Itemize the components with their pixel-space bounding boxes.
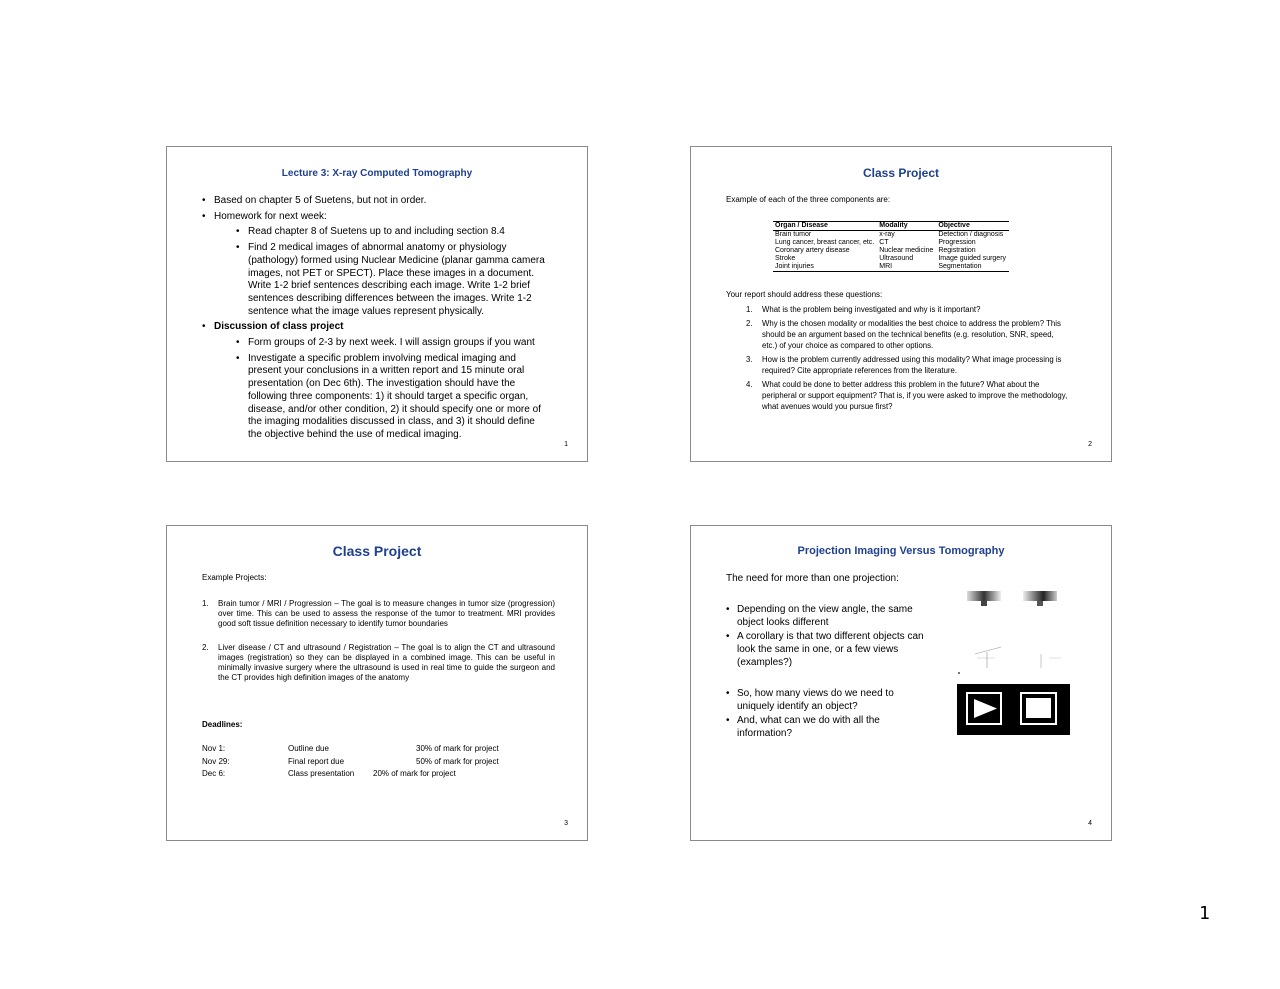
questions-intro: Your report should address these questions: [726, 290, 883, 299]
slide-title: Class Project [862, 166, 940, 180]
deadlines-label: Deadlines: [202, 720, 243, 729]
projection-lines-figure [955, 644, 1065, 676]
slide-4 [690, 525, 1112, 841]
table-header: Organ / Disease [773, 222, 877, 231]
slide-number: 3 [564, 820, 568, 827]
list-item: 4. What could be done to better address this problem in the future? What about the peripheral or support equipment? That is, if you were asked to improve the methodology, what avenues would you pursue first? [746, 379, 1068, 412]
bullet-item: • Homework for next week: • Read chapter 8 of Suetens up to and including section 8.4 • Find 2 medical images of abnormal anatomy or physiology (pathology) formed using Nuclear Medicine (planar gamma camera images, not PET or SPECT). Place these images in a document. Write 1-2 brief sentences describing each image. Write 1-2 brief sentences describing differences between the images. Write 1-2 sentence what the image values represent physically. [202, 211, 582, 319]
bullet-item: • And, what can we do with all the information? [726, 715, 916, 740]
bullet-item: • Discussion of class project • Form groups of 2-3 by next week. I will assign groups if you want • Investigate a specific problem involving medical imaging and present your conclusions in a written report and 15 minute oral presentation (on Dec 6th). The investigation should have the following three components: 1) it should target a specific organ, disease, and/or other condition, 2) it should specify one or more of the imaging modalities discussed in class, and 3) it should define the objective behind the use of medical imaging. [202, 321, 582, 441]
bullet-item: • A corollary is that two different objects can look the same in one, or a few views (examples?) [726, 631, 931, 669]
bullets-group-b [726, 688, 916, 741]
slide-body [202, 195, 582, 445]
deadlines-table [202, 743, 562, 781]
slide-number: 4 [1088, 820, 1092, 827]
bullet-item: • Depending on the view angle, the same object looks different [726, 604, 931, 629]
bullet-item: • Read chapter 8 of Suetens up to and including section 8.4 [236, 226, 582, 239]
list-item: 2. Liver disease / CT and ultrasound / Registration – The goal is to align the CT and ultrasound images (registration) so they can be displayed in a combined image. This can be useful in minimally invasive surgery where the ultrasound is used in real time to guide the surgeon and the CT provides high definition images of the anatomy [202, 643, 555, 682]
table-row: Lung cancer, breast cancer, etc. CT Progression [775, 239, 976, 246]
slide-intro: The need for more than one projection: [726, 573, 899, 584]
bullets-group-a [726, 604, 931, 670]
bullet-item: • So, how many views do we need to uniquely identify an object? [726, 688, 916, 713]
projection-profiles-figure [965, 588, 1065, 610]
bullet-item: • Based on chapter 5 of Suetens, but not in order. [202, 195, 582, 208]
objects-comparison-figure [957, 684, 1070, 735]
projects-list [202, 599, 555, 683]
slide-3 [166, 525, 588, 841]
list-item: 3. How is the problem currently addressed using this modality? What image processing is required? Cite appropriate references from the literature. [746, 354, 1062, 376]
list-item: 1. Brain tumor / MRI / Progression – The goal is to measure changes in tumor size (progression) over time. This can be used to assess the response of the tumor to treatment. MRI provides good soft tissue definition necessary to identify tumor boundaries [202, 599, 555, 628]
table-row: Dec 6: Class presentation 20% of mark for project [202, 769, 456, 778]
slide-1 [166, 146, 588, 462]
table-header: Objective [936, 222, 1009, 231]
slide-intro: Example of each of the three components are: [726, 195, 891, 204]
slide-title: Lecture 3: X-ray Computed Tomography [281, 168, 473, 179]
bullet-item: • Form groups of 2-3 by next week. I will assign groups if you want [236, 337, 582, 350]
slide-title: Projection Imaging Versus Tomography [797, 545, 1005, 557]
components-table [773, 221, 1009, 272]
slide-title: Class Project [332, 543, 422, 559]
page-number: 1 [1199, 903, 1210, 924]
table-row: Nov 1: Outline due 30% of mark for project [202, 744, 499, 753]
slide-number: 2 [1088, 441, 1092, 448]
bullet-item: • Investigate a specific problem involving medical imaging and present your conclusions in a written report and 15 minute oral presentation (on Dec 6th). The investigation should have the following three components: 1) it should target a specific organ, disease, and/or other condition, 2) it should specify one or more of the imaging modalities discussed in class, and 3) it should define the objective behind the use of medical imaging. [236, 353, 582, 442]
bullet-item: • Find 2 medical images of abnormal anatomy or physiology (pathology) formed using Nuclear Medicine (planar gamma camera images, not PET or SPECT). Place these images in a document. Write 1-2 brief sentences describing each image. Write 1-2 brief sentences describing differences between the images. Write 1-2 sentence what the image values represent physically. [236, 242, 582, 318]
table-row: Joint injuries MRI Segmentation [775, 263, 982, 270]
list-item: 1. What is the problem being investigated and why is it important? [746, 305, 981, 314]
questions-list [726, 304, 1071, 415]
slide-intro: Example Projects: [202, 573, 267, 582]
table-row: Coronary artery disease Nuclear medicine Registration [775, 247, 976, 254]
table-row: Brain tumor x-ray Detection / diagnosis [775, 231, 1004, 238]
table-row: Stroke Ultrasound Image guided surgery [775, 255, 1007, 262]
slide-number: 1 [564, 441, 568, 448]
slide-2 [690, 146, 1112, 462]
table-row: Nov 29: Final report due 50% of mark for project [202, 756, 499, 766]
table-header: Modality [877, 222, 936, 231]
list-item: 2. Why is the chosen modality or modalities the best choice to address the problem? This should be an argument based on the technical benefits (e.g. resolution, SNR, speed, etc.) of your choice as compared to other options. [746, 318, 1061, 351]
